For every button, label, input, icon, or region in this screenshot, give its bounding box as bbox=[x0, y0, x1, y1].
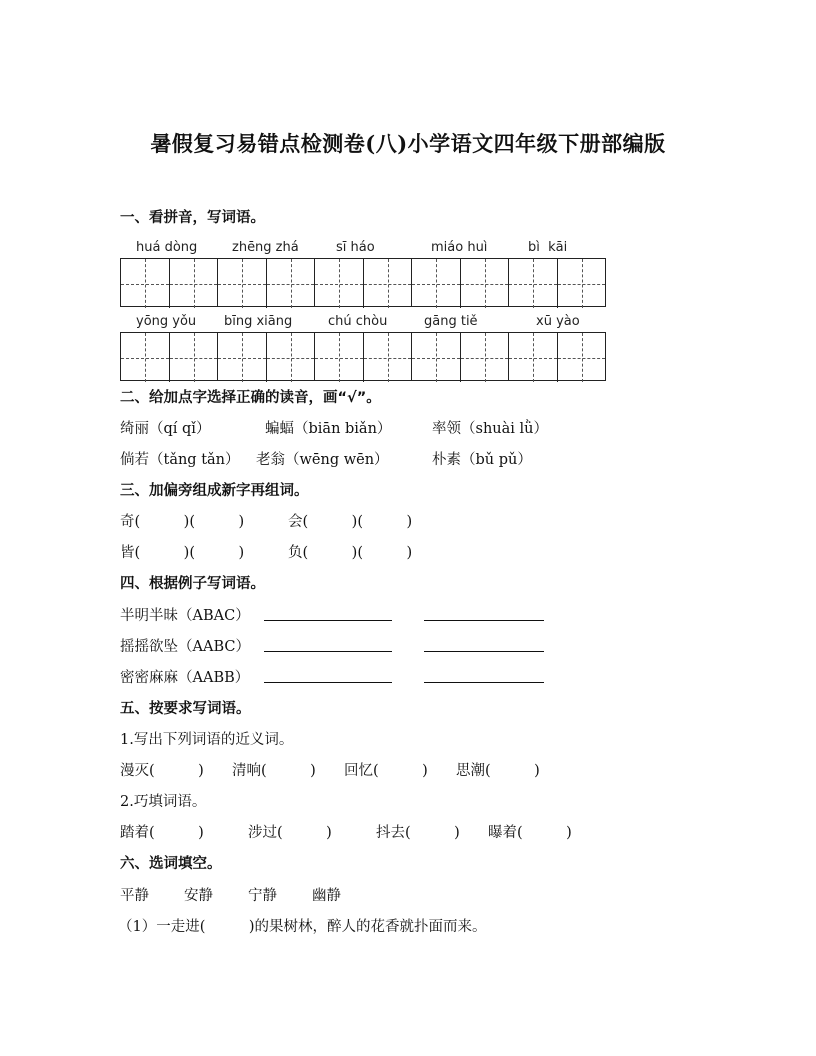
writing-grid-row-2[interactable] bbox=[120, 332, 606, 381]
section-1-heading: 一、看拼音，写词语。 bbox=[120, 210, 265, 226]
word-choice: 平静 bbox=[120, 888, 149, 904]
reading-item: 率领（shuài lǜ） bbox=[432, 421, 548, 437]
reading-item: 朴素（bǔ pǔ） bbox=[432, 452, 532, 468]
answer-line[interactable] bbox=[264, 620, 392, 621]
synonym-item: 思潮( ) bbox=[456, 763, 540, 779]
answer-line[interactable] bbox=[424, 620, 544, 621]
page-title: 暑假复习易错点检测卷(八)小学语文四年级下册部编版 bbox=[150, 131, 666, 156]
word-choice: 宁静 bbox=[248, 888, 277, 904]
example-item: 半明半昧（ABAC） bbox=[120, 608, 250, 624]
pinyin-2-4: gāng tiě bbox=[424, 314, 478, 329]
question-5-2: 2.巧填词语。 bbox=[120, 794, 207, 810]
answer-line[interactable] bbox=[264, 651, 392, 652]
word-choice: 安静 bbox=[184, 888, 213, 904]
answer-line[interactable] bbox=[424, 682, 544, 683]
section-5-heading: 五、按要求写词语。 bbox=[120, 701, 251, 717]
example-item: 密密麻麻（AABB） bbox=[120, 670, 250, 686]
section-6-heading: 六、选词填空。 bbox=[120, 856, 222, 872]
pinyin-2-2: bīng xiāng bbox=[224, 314, 293, 329]
pinyin-2-1: yōng yǒu bbox=[136, 314, 197, 329]
reading-item: 蝙蝠（biān biǎn） bbox=[265, 421, 392, 437]
synonym-item: 漫灭( ) bbox=[120, 763, 204, 779]
word-choice: 幽静 bbox=[312, 888, 341, 904]
section-3-heading: 三、加偏旁组成新字再组词。 bbox=[120, 483, 309, 499]
radical-item: 奇( )( ) bbox=[120, 514, 245, 530]
reading-item: 绮丽（qí qǐ） bbox=[120, 421, 211, 437]
pinyin-1-1: huá dòng bbox=[136, 240, 198, 255]
example-item: 摇摇欲坠（AABC） bbox=[120, 639, 250, 655]
pinyin-2-3: chú chòu bbox=[328, 314, 388, 329]
writing-grid-row-1[interactable] bbox=[120, 258, 606, 307]
pinyin-2-5: xū yào bbox=[536, 314, 580, 329]
reading-item: 老翁（wēng wēn） bbox=[256, 452, 389, 468]
fill-item: 曝着( ) bbox=[488, 825, 572, 841]
synonym-item: 回忆( ) bbox=[344, 763, 428, 779]
section-2-heading: 二、给加点字选择正确的读音，画“√”。 bbox=[120, 390, 381, 406]
pinyin-1-2: zhēng zhá bbox=[232, 240, 299, 255]
fill-item: 抖去( ) bbox=[376, 825, 460, 841]
question-6-1: （1）一走进( )的果树林，醉人的花香就扑面而来。 bbox=[118, 919, 487, 935]
fill-item: 涉过( ) bbox=[248, 825, 332, 841]
question-5-1: 1.写出下列词语的近义词。 bbox=[120, 732, 294, 748]
radical-item: 负( )( ) bbox=[288, 545, 413, 561]
pinyin-1-5: bì kāi bbox=[528, 240, 568, 255]
fill-item: 踏着( ) bbox=[120, 825, 204, 841]
synonym-item: 清响( ) bbox=[232, 763, 316, 779]
pinyin-1-3: sī háo bbox=[336, 240, 375, 255]
radical-item: 皆( )( ) bbox=[120, 545, 245, 561]
answer-line[interactable] bbox=[424, 651, 544, 652]
answer-line[interactable] bbox=[264, 682, 392, 683]
reading-item: 倘若（tǎng tǎn） bbox=[120, 452, 240, 468]
radical-item: 会( )( ) bbox=[288, 514, 413, 530]
pinyin-1-4: miáo huì bbox=[431, 240, 488, 255]
section-4-heading: 四、根据例子写词语。 bbox=[120, 576, 265, 592]
